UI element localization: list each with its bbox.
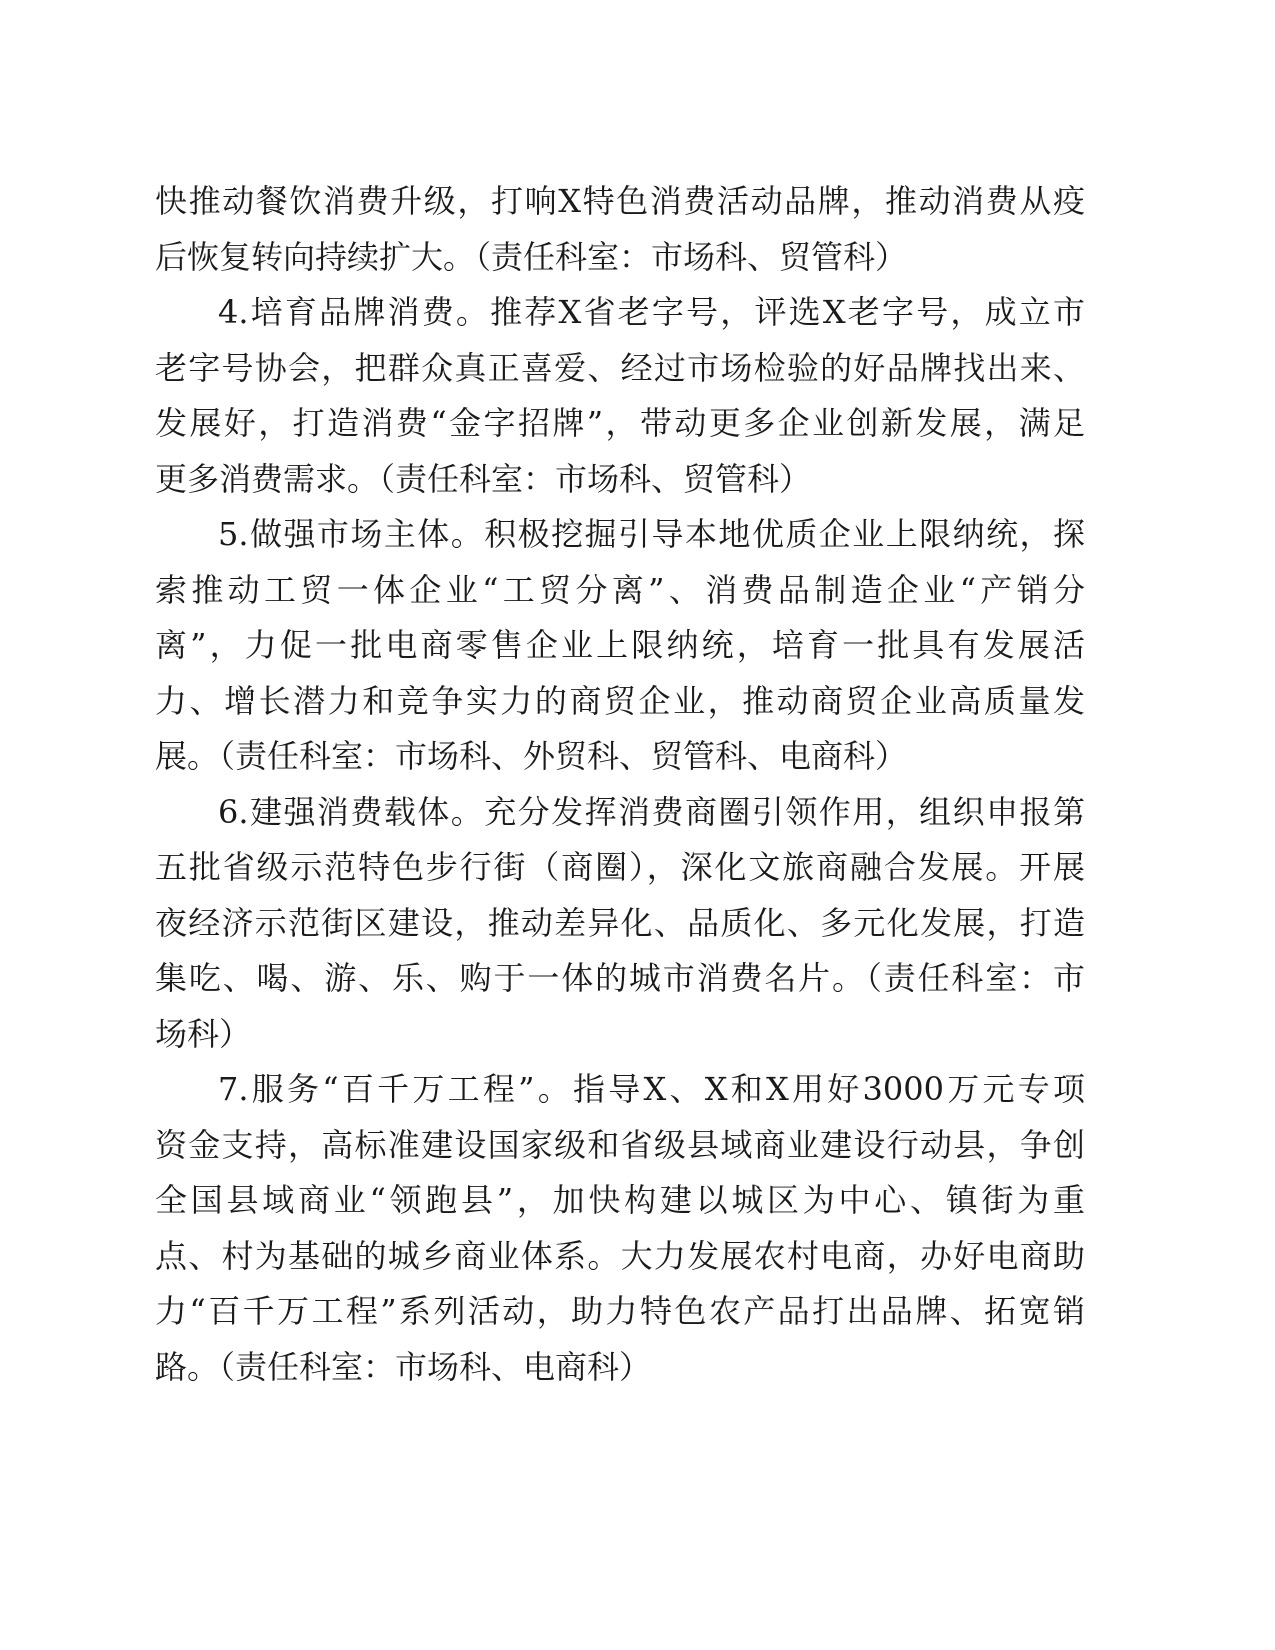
text-line: 离”，力促一批电商零售企业上限纳统，培育一批具有发展活 — [155, 626, 1085, 664]
paragraph-heading-line: 5.做强市场主体。积极挖掘引导本地优质企业上限纳统，探 — [218, 515, 1085, 553]
text-line: 集吃、喝、游、乐、购于一体的城市消费名片。（责任科室：市 — [155, 959, 1085, 997]
text-line: 资金支持，高标准建设国家级和省级县域商业建设行动县，争创 — [155, 1126, 1085, 1164]
text-line: 后恢复转向持续扩大。（责任科室：市场科、贸管科） — [155, 238, 908, 276]
paragraph-heading-line: 4.培育品牌消费。推荐X省老字号，评选X老字号，成立市 — [218, 293, 1085, 331]
text-line: 展。（责任科室：市场科、外贸科、贸管科、电商科） — [155, 737, 908, 775]
paragraph-heading-line: 6.建强消费载体。充分发挥消费商圈引领作用，组织申报第 — [218, 793, 1085, 831]
text-line: 路。（责任科室：市场科、电商科） — [155, 1348, 652, 1386]
text-line: 力、增长潜力和竞争实力的商贸企业，推动商贸企业高质量发 — [155, 682, 1085, 720]
text-line: 五批省级示范特色步行街（商圈），深化文旅商融合发展。开展 — [155, 848, 1085, 886]
text-line: 快推动餐饮消费升级，打响X特色消费活动品牌，推动消费从疫 — [155, 182, 1085, 220]
text-line: 发展好，打造消费“金字招牌”，带动更多企业创新发展，满足 — [155, 404, 1085, 442]
text-line: 场科） — [155, 1015, 252, 1053]
paragraph-heading-line: 7.服务“百千万工程”。指导X、X和X用好3000万元专项 — [218, 1070, 1085, 1108]
text-line: 更多消费需求。（责任科室：市场科、贸管科） — [155, 460, 812, 498]
text-line: 力“百千万工程”系列活动，助力特色农产品打出品牌、拓宽销 — [155, 1292, 1085, 1330]
text-line: 老字号协会，把群众真正喜爱、经过市场检验的好品牌找出来、 — [155, 349, 1085, 387]
text-line: 全国县域商业“领跑县”，加快构建以城区为中心、镇街为重 — [155, 1181, 1085, 1219]
text-line: 夜经济示范街区建设，推动差异化、品质化、多元化发展，打造 — [155, 904, 1085, 942]
text-line: 点、村为基础的城乡商业体系。大力发展农村电商，办好电商助 — [155, 1237, 1085, 1275]
text-line: 索推动工贸一体企业“工贸分离”、消费品制造企业“产销分 — [155, 571, 1085, 609]
